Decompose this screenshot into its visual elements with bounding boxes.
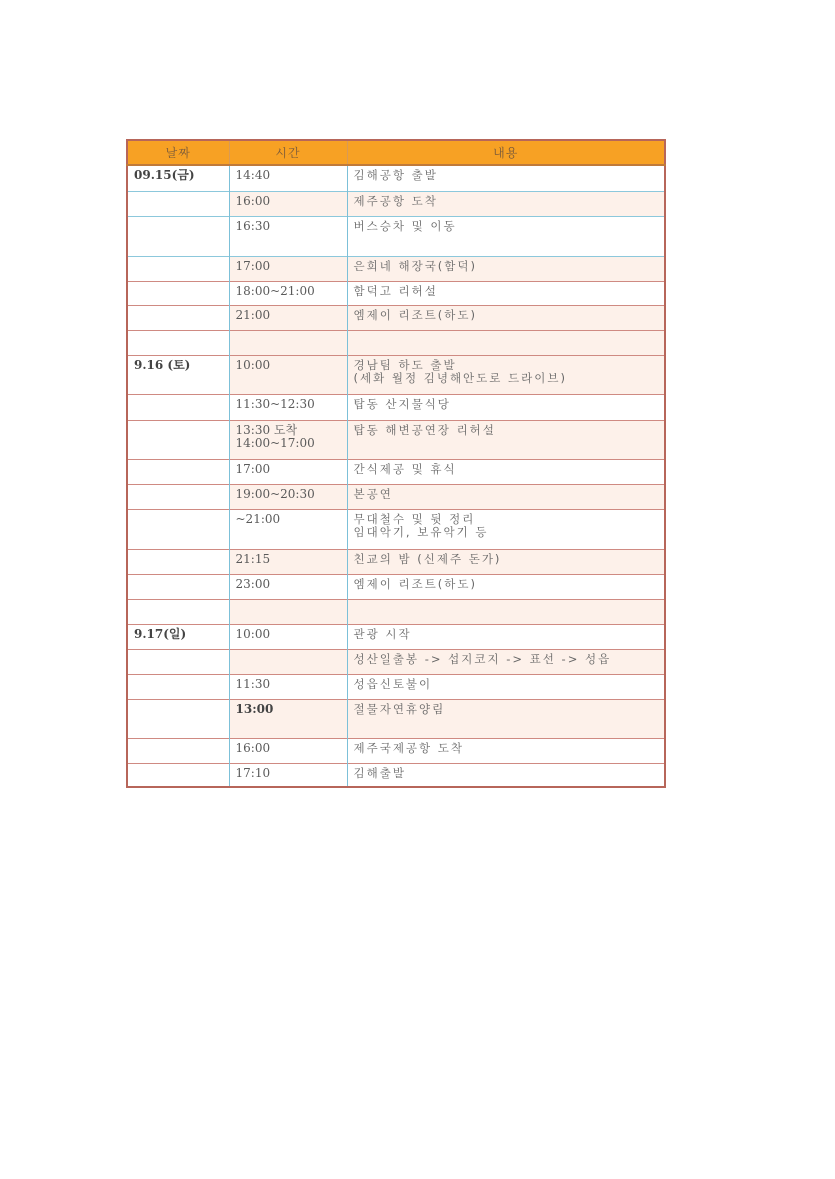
- time-cell: 16:30: [229, 216, 347, 256]
- date-cell: [127, 281, 229, 305]
- desc-line-2: 임대악기, 보유악기 등: [353, 524, 489, 539]
- time-cell: 11:30~12:30: [229, 394, 347, 420]
- time-cell: [229, 330, 347, 355]
- time-cell: [229, 420, 347, 459]
- table-row-spacer: [127, 599, 665, 624]
- table-row: [127, 394, 665, 420]
- desc-cell: 성읍신토불이: [347, 674, 665, 699]
- time-cell: [229, 599, 347, 624]
- header-time: 시간: [229, 140, 347, 165]
- table-row: [127, 191, 665, 216]
- desc-cell: [347, 599, 665, 624]
- table-row: [127, 763, 665, 787]
- date-cell: [127, 599, 229, 624]
- date-cell: [127, 549, 229, 574]
- time-cell: 10:00: [229, 355, 347, 394]
- table-row: [127, 649, 665, 674]
- desc-cell: 김해출발: [347, 763, 665, 787]
- date-cell: [127, 738, 229, 763]
- table-row: [127, 509, 665, 549]
- time-cell: [229, 649, 347, 674]
- desc-cell: [347, 509, 665, 549]
- date-cell: [127, 420, 229, 459]
- time-cell: 19:00~20:30: [229, 484, 347, 509]
- table-row: [127, 281, 665, 305]
- date-cell: [127, 574, 229, 599]
- desc-cell: 김해공항 출발: [347, 165, 665, 191]
- time-cell: 14:40: [229, 165, 347, 191]
- desc-cell: 제주공항 도착: [347, 191, 665, 216]
- desc-cell: 함덕고 리허설: [347, 281, 665, 305]
- table-row: [127, 674, 665, 699]
- date-cell: [127, 305, 229, 330]
- time-cell: 17:10: [229, 763, 347, 787]
- table-row: [127, 355, 665, 394]
- date-cell: [127, 459, 229, 484]
- date-cell: [127, 484, 229, 509]
- time-line-2: 14:00~17:00: [235, 435, 315, 450]
- desc-cell: 성산일출봉 -> 섭지코지 -> 표선 -> 성읍: [347, 649, 665, 674]
- time-cell: 21:15: [229, 549, 347, 574]
- date-cell: 9.17(일): [127, 624, 229, 649]
- time-cell: 17:00: [229, 459, 347, 484]
- time-cell: ~21:00: [229, 509, 347, 549]
- table-row-spacer: [127, 330, 665, 355]
- desc-cell: [347, 330, 665, 355]
- date-cell: 09.15(금): [127, 165, 229, 191]
- desc-line-2: (세화 월정 김녕해안도로 드라이브): [353, 370, 567, 385]
- desc-cell: 은희네 해장국(함덕): [347, 256, 665, 281]
- table-row: [127, 256, 665, 281]
- time-cell: 16:00: [229, 738, 347, 763]
- desc-cell: 탑동 산지물식당: [347, 394, 665, 420]
- date-cell: [127, 763, 229, 787]
- time-cell: 10:00: [229, 624, 347, 649]
- table-row: [127, 484, 665, 509]
- desc-cell: 간식제공 및 휴식: [347, 459, 665, 484]
- table-row: [127, 738, 665, 763]
- table-row: [127, 305, 665, 330]
- date-cell: 9.16 (토): [127, 355, 229, 394]
- time-cell: 18:00~21:00: [229, 281, 347, 305]
- header-desc: 내용: [347, 140, 665, 165]
- schedule-table: [126, 139, 666, 788]
- date-cell: [127, 330, 229, 355]
- header-date: 날짜: [127, 140, 229, 165]
- desc-cell: 버스승차 및 이동: [347, 216, 665, 256]
- date-cell: [127, 509, 229, 549]
- time-cell: 23:00: [229, 574, 347, 599]
- date-cell: [127, 699, 229, 738]
- desc-cell: 관광 시작: [347, 624, 665, 649]
- date-cell: [127, 649, 229, 674]
- table-row: [127, 549, 665, 574]
- table-header-row: [127, 140, 665, 165]
- table-row: [127, 699, 665, 738]
- time-cell: 21:00: [229, 305, 347, 330]
- desc-cell: 엠제이 리조트(하도): [347, 574, 665, 599]
- date-cell: [127, 394, 229, 420]
- date-cell: [127, 256, 229, 281]
- table-row: [127, 420, 665, 459]
- table-row: [127, 165, 665, 191]
- time-cell: 13:00: [229, 699, 347, 738]
- desc-cell: 탑동 해변공연장 리허설: [347, 420, 665, 459]
- table-row: [127, 574, 665, 599]
- desc-cell: [347, 355, 665, 394]
- desc-cell: 제주국제공항 도착: [347, 738, 665, 763]
- date-cell: [127, 191, 229, 216]
- desc-cell: 본공연: [347, 484, 665, 509]
- desc-line-1: 경남팀 하도 출발: [353, 357, 457, 372]
- time-cell: 11:30: [229, 674, 347, 699]
- table-row: [127, 216, 665, 256]
- table-row: [127, 624, 665, 649]
- time-line-1: 13:30 도착: [235, 422, 298, 437]
- desc-cell: 친교의 밤 (신제주 돈가): [347, 549, 665, 574]
- time-cell: 16:00: [229, 191, 347, 216]
- table-row: [127, 459, 665, 484]
- time-cell: 17:00: [229, 256, 347, 281]
- desc-cell: 엠제이 리조트(하도): [347, 305, 665, 330]
- date-cell: [127, 216, 229, 256]
- desc-cell: 절물자연휴양림: [347, 699, 665, 738]
- desc-line-1: 무대철수 및 뒷 정리: [353, 511, 476, 526]
- date-cell: [127, 674, 229, 699]
